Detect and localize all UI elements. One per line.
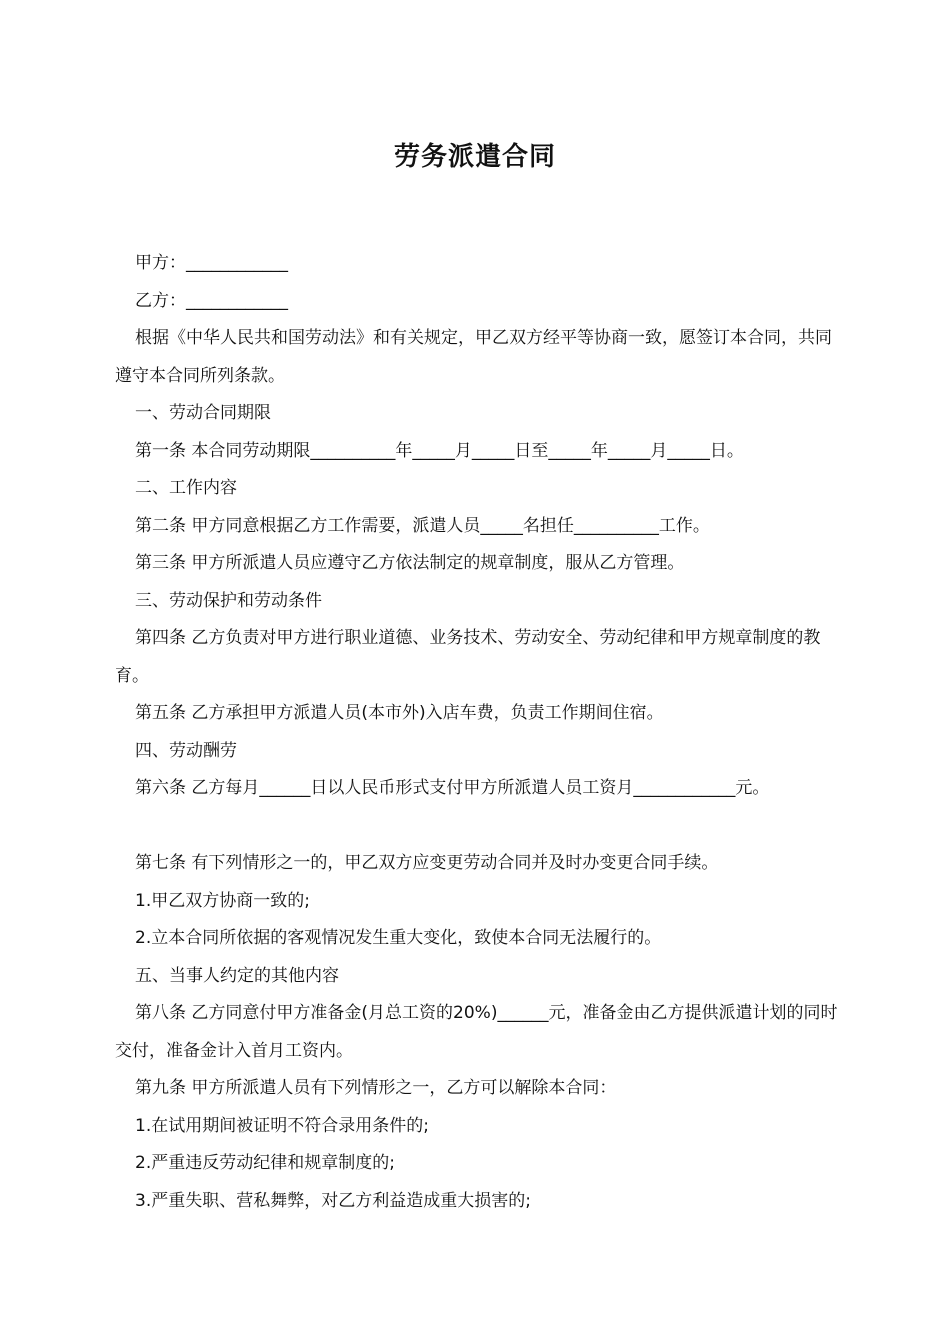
section-heading-3: 三、劳动保护和劳动条件 xyxy=(135,590,322,611)
article-2: 第二条 甲方同意根据乙方工作需要，派遣人员_____名担任__________工作。 xyxy=(135,515,710,536)
section-heading-1: 一、劳动合同期限 xyxy=(135,403,271,423)
section-heading-5: 五、当事人约定的其他内容 xyxy=(135,965,339,986)
article-8: 第八条 乙方同意付甲方准备金(月总工资的20%)______元，准备金由乙方提供派遣计划的同时交付，准备金计入首月工资内。 xyxy=(115,1003,838,1061)
party-a-line: 甲方：____________ xyxy=(135,253,288,273)
article-5: 第五条 乙方承担甲方派遣人员(本市外)入店车费，负责工作期间住宿。 xyxy=(135,703,664,723)
article-6: 第六条 乙方每月______日以人民币形式支付甲方所派遣人员工资月____________元。 xyxy=(135,778,770,798)
article-9-item-1: 1.在试用期间被证明不符合录用条件的; xyxy=(135,1115,429,1136)
blank-line xyxy=(115,808,840,846)
preamble-paragraph: 根据《中华人民共和国劳动法》和有关规定，甲乙双方经平等协商一致，愿签订本合同，共同遵守本合同所列条款。 xyxy=(115,328,832,386)
article-9: 第九条 甲方所派遣人员有下列情形之一，乙方可以解除本合同： xyxy=(135,1078,617,1098)
article-3: 第三条 甲方所派遣人员应遵守乙方依法制定的规章制度，服从乙方管理。 xyxy=(135,553,685,573)
article-7-item-2: 2.立本合同所依据的客观情况发生重大变化，致使本合同无法履行的。 xyxy=(135,928,662,948)
section-heading-2: 二、工作内容 xyxy=(135,478,237,498)
article-7-item-1: 1.甲乙双方协商一致的; xyxy=(135,890,310,911)
article-4: 第四条 乙方负责对甲方进行职业道德、业务技术、劳动安全、劳动纪律和甲方规章制度的教育。 xyxy=(115,628,821,686)
document-body xyxy=(115,245,840,1220)
section-heading-4: 四、劳动酬劳 xyxy=(135,740,237,761)
article-1: 第一条 本合同劳动期限__________年_____月_____日至_____年_____月_____日。 xyxy=(135,440,744,461)
article-7: 第七条 有下列情形之一的，甲乙双方应变更劳动合同并及时办变更合同手续。 xyxy=(135,853,719,873)
party-b-line: 乙方：____________ xyxy=(135,290,288,311)
document-title: 劳务派遣合同 xyxy=(393,142,556,172)
article-9-item-2: 2.严重违反劳动纪律和规章制度的; xyxy=(135,1153,395,1173)
article-9-item-3: 3.严重失职、营私舞弊，对乙方利益造成重大损害的; xyxy=(135,1190,531,1211)
